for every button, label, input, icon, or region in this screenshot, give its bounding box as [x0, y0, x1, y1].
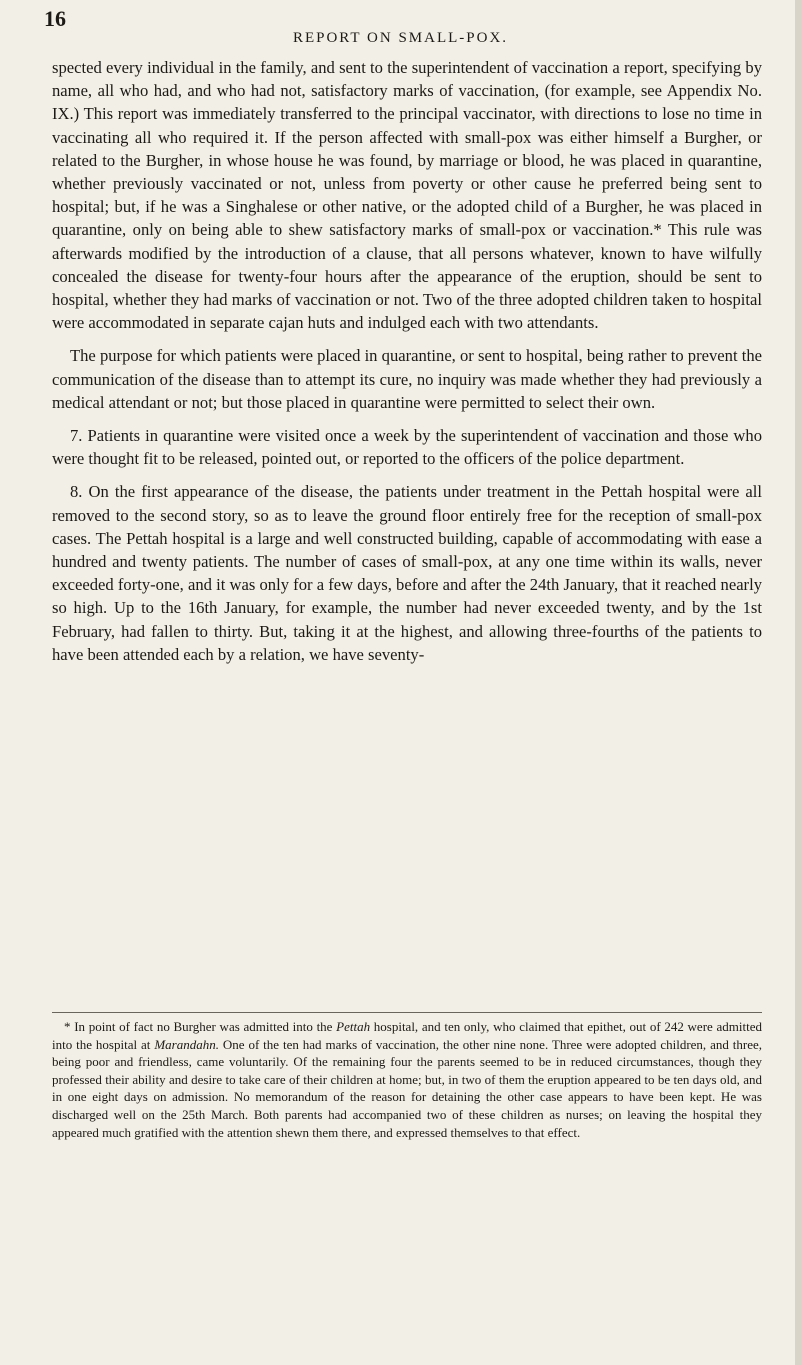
- running-head: REPORT ON SMALL-POX.: [292, 30, 509, 46]
- page-number: 16: [44, 6, 66, 31]
- body-text: [52, 56, 762, 666]
- paragraph-7: 7. Patients in quarantine were visited once a week by the superintendent of vaccination and those who were thought fit to be released, pointed out, or reported to the officers of the police department.: [52, 426, 762, 469]
- footnote-italic-pettah: Pettah: [336, 1019, 371, 1034]
- page-edge-shadow: [795, 0, 801, 1365]
- footnote: [52, 1018, 762, 1141]
- footnote-part-3: One of the ten had marks of vaccination, the other nine none. Three were adopted children, and three, being poor and friendless, came voluntarily. Of the remaining four the parents seemed to be in reduced circumstances, though they professed their ability and desire to take care of their children at home; but, in two of them the eruption appeared to be ten days old, and in one eight days on admission. No memorandum of the reason for detaining the other case appears to have been kept. He was discharged well on the 25th March. Both parents had accompanied two of these children as nurses; on leaving the hospital they appeared much gratified with the attention shewn them there, and expressed themselves to that effect.: [52, 1036, 763, 1140]
- footnote-part-1: * In point of fact no Burgher was admitted into the: [64, 1019, 337, 1034]
- footnote-rule: [52, 1012, 762, 1013]
- footnote-italic-marandahn: Marandahn.: [154, 1036, 219, 1052]
- paragraph-quarantine-purpose: The purpose for which patients were placed in quarantine, or sent to hospital, being rather to prevent the communication of the disease than to attempt its cure, no inquiry was made whether they had previously a medical attendant or not; but those placed in quarantine were permitted to select their own.: [52, 346, 762, 412]
- paragraph-8: 8. On the first appearance of the disease, the patients under treatment in the Pettah hospital were all removed to the second story, so as to leave the ground floor entirely free for the reception of small-pox cases. The Pettah hospital is a large and well constructed building, capable of accommodating with ease a hundred and twenty patients. The number of cases of small-pox, at any one time within its walls, never exceeded forty-one, and it was only for a few days, before and after the 24th January, that it reached nearly so high. Up to the 16th January, for example, the number had never exceeded twenty, and by the 1st February, had fallen to thirty. But, taking it at the highest, and allowing three-fourths of the patients to have been attended each by a relation, we have seventy-: [52, 482, 762, 664]
- footnote-text: [52, 1018, 762, 1141]
- paragraph-continued: spected every individual in the family, and sent to the superintendent of vaccination a report, specifying by name, all who had, and who had not, satisfactory marks of vaccination, (for example, see Appendix No. IX.) This report was immediately transferred to the principal vaccinator, with directions to lose no time in vaccinating all who required it. If the person affected with small-pox was either himself a Burgher, or related to the Burgher, in whose house he was found, by marriage or blood, he was placed in quarantine, whether previously vaccinated or not, unless from poverty or other cause he preferred being sent to hospital; but, if he was a Singhalese or other native, or the adopted child of a Burgher, he was placed in quarantine, only on being able to shew satisfactory marks of small-pox or vaccination.* This rule was afterwards modified by the introduction of a clause, that all persons whatever, known to have wilfully concealed the disease for twenty-four hours after the appearance of the eruption, should be sent to hospital, whether they had marks of vaccination or not. Two of the three adopted children taken to hospital were accommodated in separate cajan huts and indulged each with two attendants.: [52, 58, 762, 333]
- footnote-part-2: hospital, and ten only, who claimed that epithet, out of 242 were admitted into the hospital at: [52, 1019, 762, 1052]
